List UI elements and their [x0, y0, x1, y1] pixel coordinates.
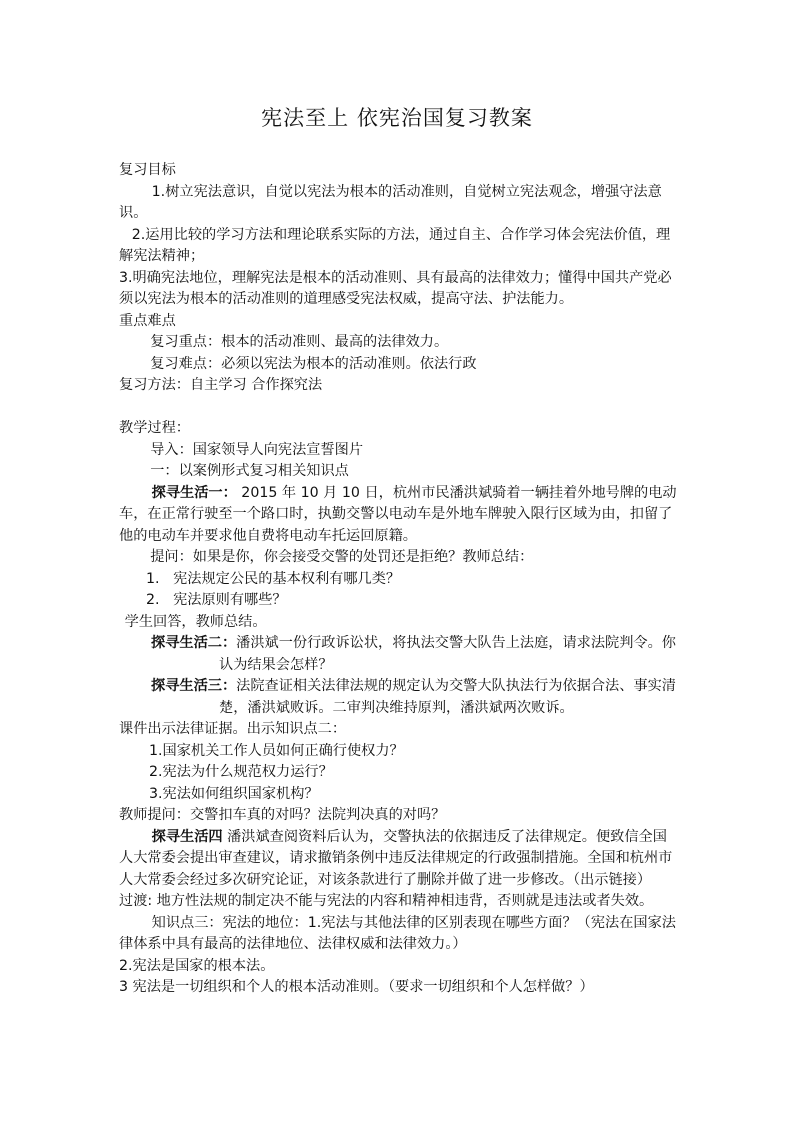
document-title: 宪法至上 依宪治国复习教案 — [261, 106, 533, 130]
case-2-paragraph — [119, 633, 679, 676]
teacher-question: 教师提问：交警扣车真的对吗？法院判决真的对吗？ — [119, 807, 446, 823]
knowledge-2-item-2: 2.宪法为什么规范权力运行？ — [149, 764, 333, 780]
section-heading-goals: 复习目标 — [119, 162, 176, 178]
case-4-text: 潘洪斌查阅资料后认为，交警执法的依据违反了法律规定。便致信全国人大常委会提出审查建议，请求撤销条例中违反法律规定的行政强制措施。全国和杭州市人大常委会经过多次研究论证，对该条款进行了删除并做了进一步修改。（出示链接） — [119, 828, 673, 888]
case-3-text: 法院查证相关法律法规的规定认为交警大队执法行为依据合法、事实清楚，潘洪斌败诉。二审判决维持原判，潘洪斌两次败诉。 — [219, 678, 676, 716]
transition-line: 过渡: 地方性法规的制定决不能与宪法的内容和精神相违背，否则就是违法或者失效。 — [119, 893, 654, 909]
case-1-text: 2015 年 10 月 10 日，杭州市民潘洪斌骑着一辆挂着外地号牌的电动车，在正常行驶至一个路口时，执勤交警以电动车是外地车牌驶入限行区域为由，扣留了他的电动车并要求他自费将电动车托运回原籍。 — [119, 484, 677, 544]
knowledge-3-item-2: 2.宪法是国家的根本法。 — [119, 957, 275, 974]
case-3-label: 探寻生活三： — [151, 678, 237, 694]
keypoint-difficulty: 复习难点：必须以宪法为根本的活动准则。依法行政 — [150, 355, 477, 372]
goal-item-3: 3.明确宪法地位，理解宪法是根本的活动准则、具有最高的法律效力；懂得中国共产党必须以宪法为根本的活动准则的道理感受宪法权威，提高守法、护法能力。 — [119, 269, 672, 307]
knowledge-2-item-3: 3.宪法如何组织国家机构？ — [149, 785, 319, 802]
student-answer: 学生回答，教师总结。 — [124, 613, 267, 630]
knowledge-3-line: 知识点三：宪法的地位：1.宪法与其他法律的区别表现在哪些方面？（宪法在国家法律体系中具有最高的法律地位、法律权威和法律效力。） — [119, 914, 676, 952]
goal-item-2: 2.运用比较的学习方法和理论联系实际的方法，通过自主、合作学习体会宪法价值，理解宪法精神； — [119, 226, 671, 264]
keypoint-focus: 复习重点：根本的活动准则、最高的法律效力。 — [150, 334, 449, 350]
process-step-1: 一：以案例形式复习相关知识点 — [150, 463, 349, 479]
process-intro: 导入：国家领导人向宪法宣誓图片 — [150, 441, 364, 458]
evidence-line: 课件出示法律证据。出示知识点二： — [119, 721, 347, 737]
section-heading-process: 教学过程： — [119, 420, 190, 436]
knowledge-2-item-1: 1.国家机关工作人员如何正确行使权力？ — [149, 742, 404, 759]
case-1-label: 探寻生活一： — [151, 484, 237, 501]
case-2-text: 潘洪斌一份行政诉讼状，将执法交警大队告上法庭，请求法院判令。你认为结果会怎样？ — [219, 635, 676, 673]
case-4-paragraph — [119, 827, 679, 892]
question-1: 提问：如果是你，你会接受交警的处罚还是拒绝？教师总结： — [150, 549, 534, 565]
section-heading-keypoints: 重点难点 — [119, 312, 176, 329]
case-2-label: 探寻生活二： — [151, 635, 237, 651]
question-list-item-2 — [119, 590, 679, 612]
case-1-paragraph — [119, 483, 679, 548]
blank-line — [119, 397, 679, 419]
list-number: 1. — [146, 570, 160, 587]
list-text: 宪法规定公民的基本权利有哪几类？ — [173, 570, 401, 587]
question-list-item-1 — [119, 569, 679, 591]
goal-item-1: 1.树立宪法意识，自觉以宪法为根本的活动准则，自觉树立宪法观念，增强守法意识。 — [119, 183, 662, 221]
document-body — [119, 160, 679, 999]
knowledge-3-item-3: 3 宪法是一切组织和个人的根本活动准则。（要求一切组织和个人怎样做？） — [119, 979, 594, 995]
list-text: 宪法原则有哪些？ — [173, 592, 287, 608]
list-number: 2. — [146, 592, 160, 608]
review-method: 复习方法：自主学习 合作探究法 — [119, 377, 323, 393]
case-4-label: 探寻生活四 — [151, 828, 223, 845]
case-3-paragraph — [119, 676, 679, 719]
